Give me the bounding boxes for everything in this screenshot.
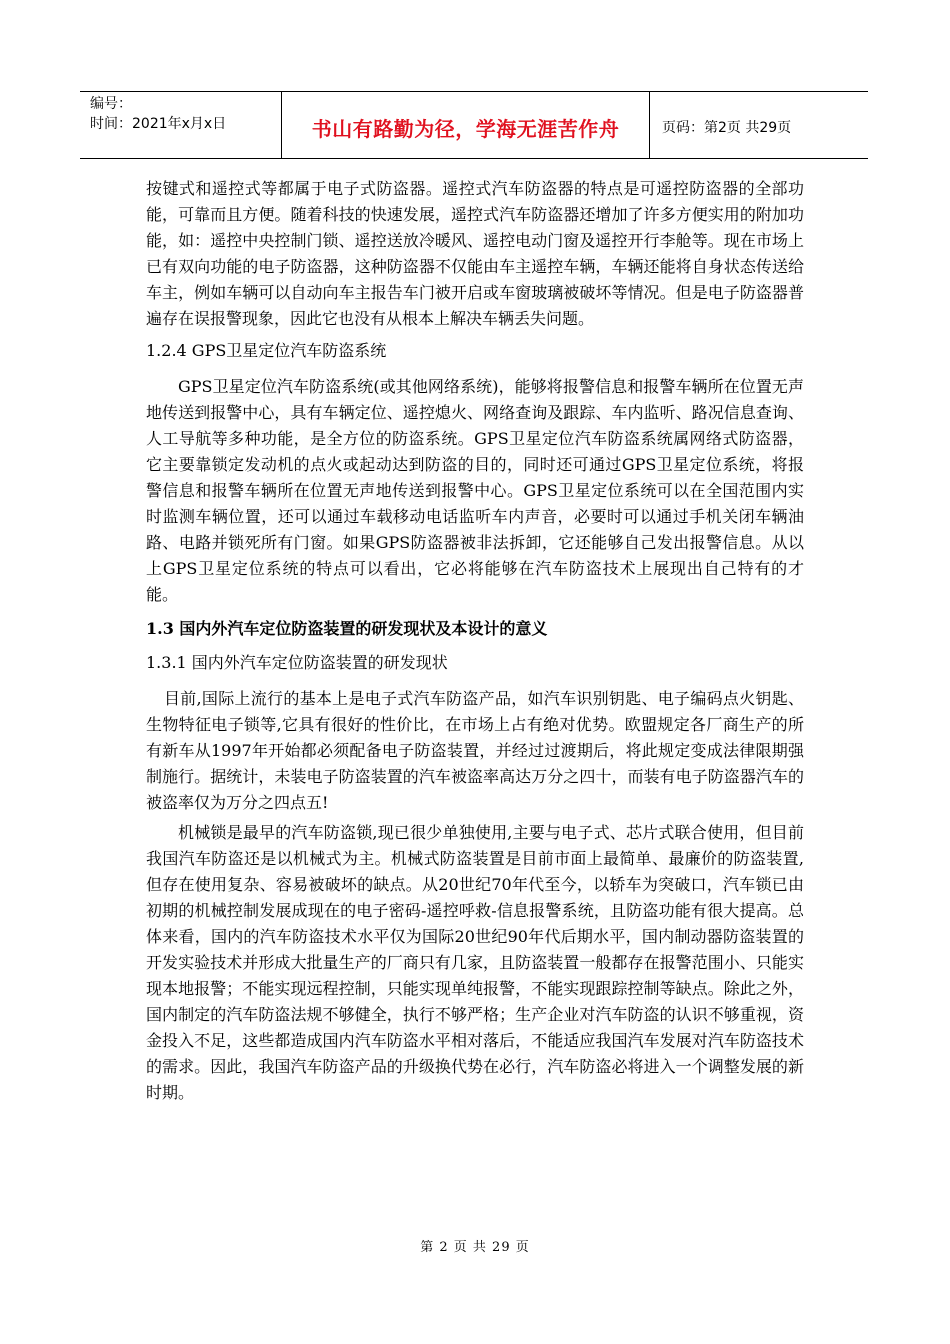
page-footer: 第 2 页 共 29 页 (420, 1240, 530, 1255)
body-paragraph: 机械锁是最早的汽车防盗锁,现已很少单独使用,主要与电子式、芯片式联合使用，但目前我国汽车防盗还是以机械式为主。机械式防盗装置是目前市面上最简单、最廉价的防盗装置,但存在使用复杂、容易被破坏的缺点。从20世纪70年代至今，以轿车为突破口，汽车锁已由初期的机械控制发展成现在的电子密码-遥控呼救-信息报警系统，且防盗功能有很大提高。总体来看，国内的汽车防盗技术水平仅为国际20世纪90年代后期水平，国内制动器防盗装置的开发实验技术并形成大批量生产的厂商只有几家，且防盗装置一般都存在报警范围小、只能实现本地报警；不能实现远程控制，只能实现单纯报警，不能实现跟踪控制等缺点。除此之外，国内制定的汽车防盗法规不够健全，执行不够严格；生产企业对汽车防盗的认识不够重视，资金投入不足，这些都造成国内汽车防盗水平相对落后，不能适应我国汽车发展对汽车防盗技术的需求。因此，我国汽车防盗产品的升级换代势在必行，汽车防盗必将进入一个调整发展的新时期。 (146, 823, 804, 1102)
section-heading-1-3-1: 1.3.1 国内外汽车定位防盗装置的研发现状 (146, 653, 448, 672)
document-body (146, 176, 804, 1110)
header-meta (80, 92, 282, 158)
body-paragraph: GPS卫星定位汽车防盗系统(或其他网络系统)，能够将报警信息和报警车辆所在位置无声地传送到报警中心，具有车辆定位、遥控熄火、网络查询及跟踪、车内监听、路况信息查询、人工导航等多种功能，是全方位的防盗系统。GPS卫星定位汽车防盗系统属网络式防盗器，它主要靠锁定发动机的点火或起动达到防盗的目的，同时还可通过GPS卫星定位系统，将报警信息和报警车辆所在位置无声地传送到报警中心。GPS卫星定位系统可以在全国范围内实时监测车辆位置，还可以通过车载移动电话监听车内声音，必要时可以通过手机关闭车辆油路、电路并锁死所有门窗。如果GPS防盗器被非法拆卸，它还能够自己发出报警信息。从以上GPS卫星定位系统的特点可以看出，它必将能够在汽车防盗技术上展现出自己特有的才能。 (146, 377, 804, 604)
body-paragraph: 目前,国际上流行的基本上是电子式汽车防盗产品，如汽车识别钥匙、电子编码点火钥匙、生物特征电子锁等,它具有很好的性价比，在市场上占有绝对优势。欧盟规定各厂商生产的所有新车从1997年开始都必须配备电子防盗装置，并经过过渡期后，将此规定变成法律限期强制施行。据统计，未装电子防盗装置的汽车被盗率高达万分之四十，而装有电子防盗器汽车的被盗率仅为万分之四点五! (146, 689, 804, 812)
body-paragraph: 按键式和遥控式等都属于电子式防盗器。遥控式汽车防盗器的特点是可遥控防盗器的全部功能，可靠而且方便。随着科技的快速发展，遥控式汽车防盗器还增加了许多方便实用的附加功能，如：遥控中央控制门锁、遥控送放冷暖风、遥控电动门窗及遥控开行李舱等。现在市场上已有双向功能的电子防盗器，这种防盗器不仅能由车主遥控车辆，车辆还能将自身状态传送给车主，例如车辆可以自动向车主报告车门被开启或车窗玻璃被破坏等情况。但是电子防盗器普遍存在误报警现象，因此它也没有从根本上解决车辆丢失问题。 (146, 179, 804, 328)
document-number-label: 编号： (90, 96, 132, 112)
section-heading-1-2-4: 1.2.4 GPS卫星定位汽车防盗系统 (146, 341, 387, 360)
header-page-code: 页码：第2页 共29页 (662, 120, 792, 136)
header-motto: 书山有路勤为径，学海无涯苦作舟 (282, 92, 650, 158)
section-heading-1-3: 1.3 国内外汽车定位防盗装置的研发现状及本设计的意义 (146, 619, 548, 638)
page-header (80, 91, 868, 159)
document-time-label: 时间：2021年x月x日 (90, 116, 227, 132)
